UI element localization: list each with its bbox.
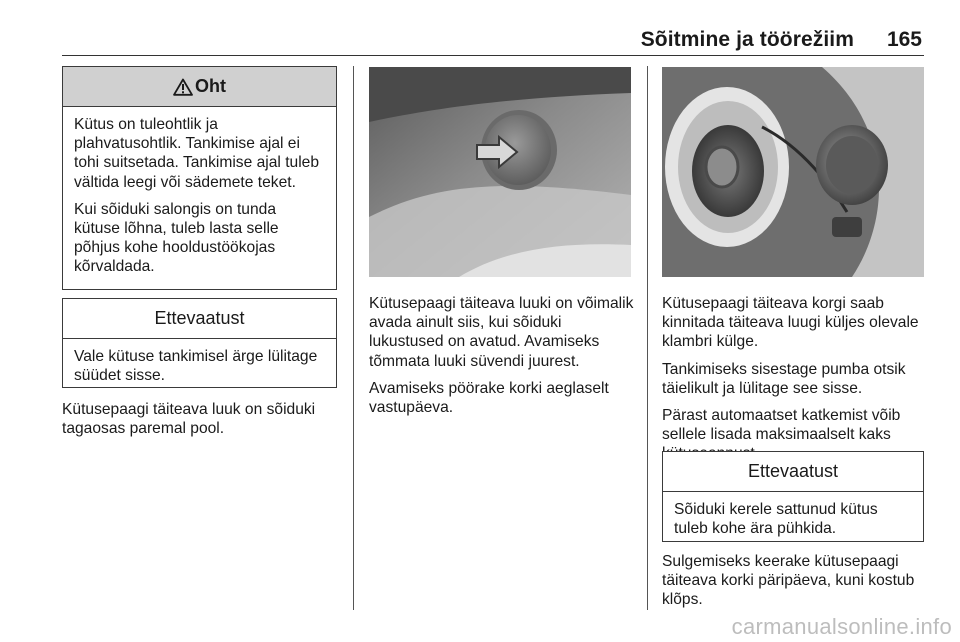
caution-text: Sõiduki kerele sattunud kütus tuleb kohe ära pühkida.: [674, 501, 878, 538]
closing-text: [662, 552, 930, 618]
paragraph: Avamiseks pöörake korki aeglaselt vastupäeva.: [369, 379, 609, 417]
paragraph: Kütusepaagi täiteava luuki on võimalik avada ainult siis, kui sõiduki lukustused on avatud. Avamiseks tõmmata luuki süvendi juurest.: [369, 295, 634, 370]
caution-box: [62, 298, 337, 388]
section-title: Sõitmine ja töörežiim: [640, 28, 854, 51]
danger-paragraph: Kui sõiduki salongis on tunda kütuse lõhna, tuleb lasta selle põhjus kohe hooldustöökojas kõrvaldada.: [74, 200, 279, 276]
page-header: [62, 28, 924, 56]
watermark[interactable]: carmanualsonline.info: [731, 614, 952, 639]
caution-box-2-header: [663, 452, 923, 492]
caution-text: Vale kütuse tankimisel ärge lülitage süüdet sisse.: [74, 348, 318, 385]
caution-box-2-body: [663, 492, 923, 546]
warning-triangle-icon: [173, 78, 193, 96]
paragraph: Kütusepaagi täiteava luuk on sõiduki tagaosas paremal pool.: [62, 401, 316, 438]
fuel-flap-closed-photo: [369, 67, 631, 277]
caution-box-2: [662, 451, 924, 542]
caution-box-header: [63, 299, 336, 339]
body-text: [62, 400, 347, 446]
column-divider-1: [353, 66, 354, 610]
danger-box-body: [63, 107, 336, 285]
page-number: 165: [886, 28, 922, 51]
caution-box-body: [63, 339, 336, 393]
danger-paragraph: Kütus on tuleohtlik ja plahvatusohtlik. Tankimise ajal ei tohi suitsetada. Tankimise ajal tuleb vältida leegi või sädemete teket.: [74, 116, 320, 191]
paragraph: Sulgemiseks keerake kütusepaagi täiteava korki päripäeva, kuni kostub klõps.: [662, 553, 915, 609]
paragraph: Kütusepaagi täiteava korgi saab kinnitada täiteava luugi küljes olevale klambri külge.: [662, 295, 919, 351]
caution-box-title: Ettevaatust: [154, 308, 245, 328]
paragraph: Pärast automaatset katkemist võib sellele lisada maksimaalselt kaks: [662, 407, 901, 444]
column2-text: [369, 294, 639, 425]
paragraph: Tankimiseks sisestage pumba otsik täielikult ja lülitage see sisse.: [662, 360, 906, 397]
danger-box-header: [63, 67, 336, 107]
column3-text: [662, 294, 930, 472]
fuel-filler-cap-open-photo: [662, 67, 924, 277]
danger-box-title: Oht: [195, 76, 226, 96]
caution-box-2-title: Ettevaatust: [747, 461, 839, 481]
danger-box: [62, 66, 337, 290]
column-divider-2: [647, 66, 648, 610]
